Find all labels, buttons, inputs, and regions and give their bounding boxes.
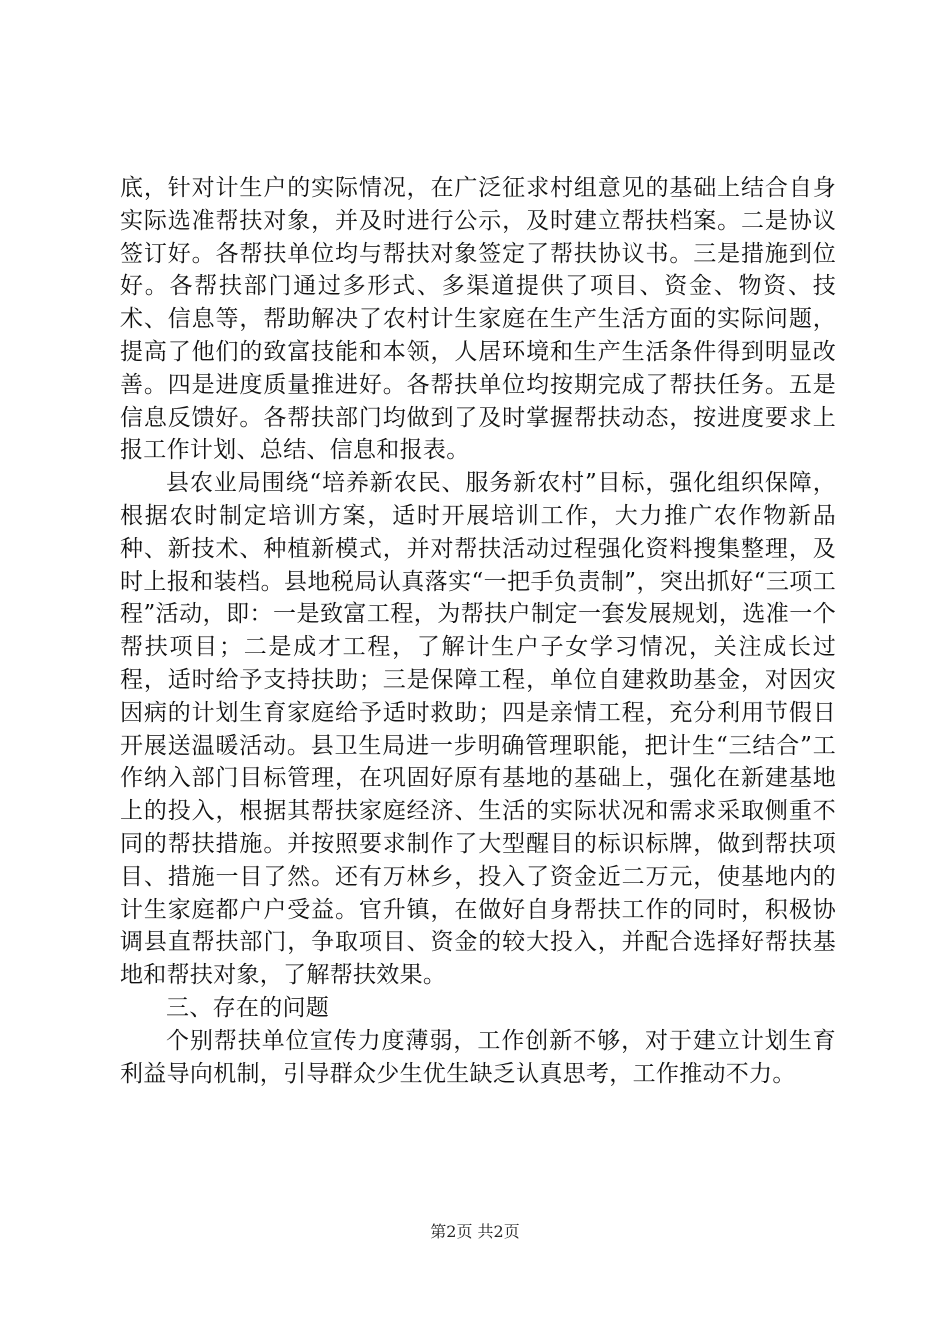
paragraph-problems: 个别帮扶单位宣传力度薄弱，工作创新不够，对于建立计划生育利益导向机制，引导群众少生优生缺乏认真思考，工作推动不力。 [120,1027,836,1087]
document-body [120,172,836,1090]
paragraph-agriculture-tax-health: 县农业局围绕“培养新农民、服务新农村”目标，强化组织保障，根据农时制定培训方案，适时开展培训工作，大力推广农作物新品种、新技术、种植新模式，并对帮扶活动过程强化资料搜集整理，及时上报和装档。县地税局认真落实“一把手负责制”，突出抓好“三项工程”活动，即：一是致富工程，为帮扶户制定一套发展规划，选准一个帮扶项目；二是成才工程，了解计生户子女学习情况，关注成长过程，适时给予支持扶助；三是保障工程，单位自建救助基金，对因灾因病的计划生育家庭给予适时救助；四是亲情工程，充分利用节假日开展送温暖活动。县卫生局进一步明确管理职能，把计生“三结合”工作纳入部门目标管理，在巩固好原有基地的基础上，强化在新建基地上的投入，根据其帮扶家庭经济、生活的实际状况和需求采取侧重不同的帮扶措施。并按照要求制作了大型醒目的标识标牌，做到帮扶项目、措施一目了然。还有万林乡，投入了资金近二万元，使基地内的计生家庭都户户受益。官升镇，在做好自身帮扶工作的同时，积极协调县直帮扶部门，争取项目、资金的较大投入，并配合选择好帮扶基地和帮扶对象，了解帮扶效果。 [120,470,836,989]
paragraph-continuation: 底，针对计生户的实际情况，在广泛征求村组意见的基础上结合自身实际选准帮扶对象，并及时进行公示，及时建立帮扶档案。二是协议签订好。各帮扶单位均与帮扶对象签定了帮扶协议书。三是措施到位好。各帮扶部门通过多形式、多渠道提供了项目、资金、物资、技术、信息等，帮助解决了农村计生家庭在生产生活方面的实际问题，提高了他们的致富技能和本领，人居环境和生产生活条件得到明显改善。四是进度质量推进好。各帮扶单位均按期完成了帮扶任务。五是信息反馈好。各帮扶部门均做到了及时掌握帮扶动态，按进度要求上报工作计划、总结、信息和报表。 [120,175,836,464]
page-number-footer: 第2页 共2页 [430,1222,520,1241]
section-heading-problems: 三、存在的问题 [166,994,330,1021]
